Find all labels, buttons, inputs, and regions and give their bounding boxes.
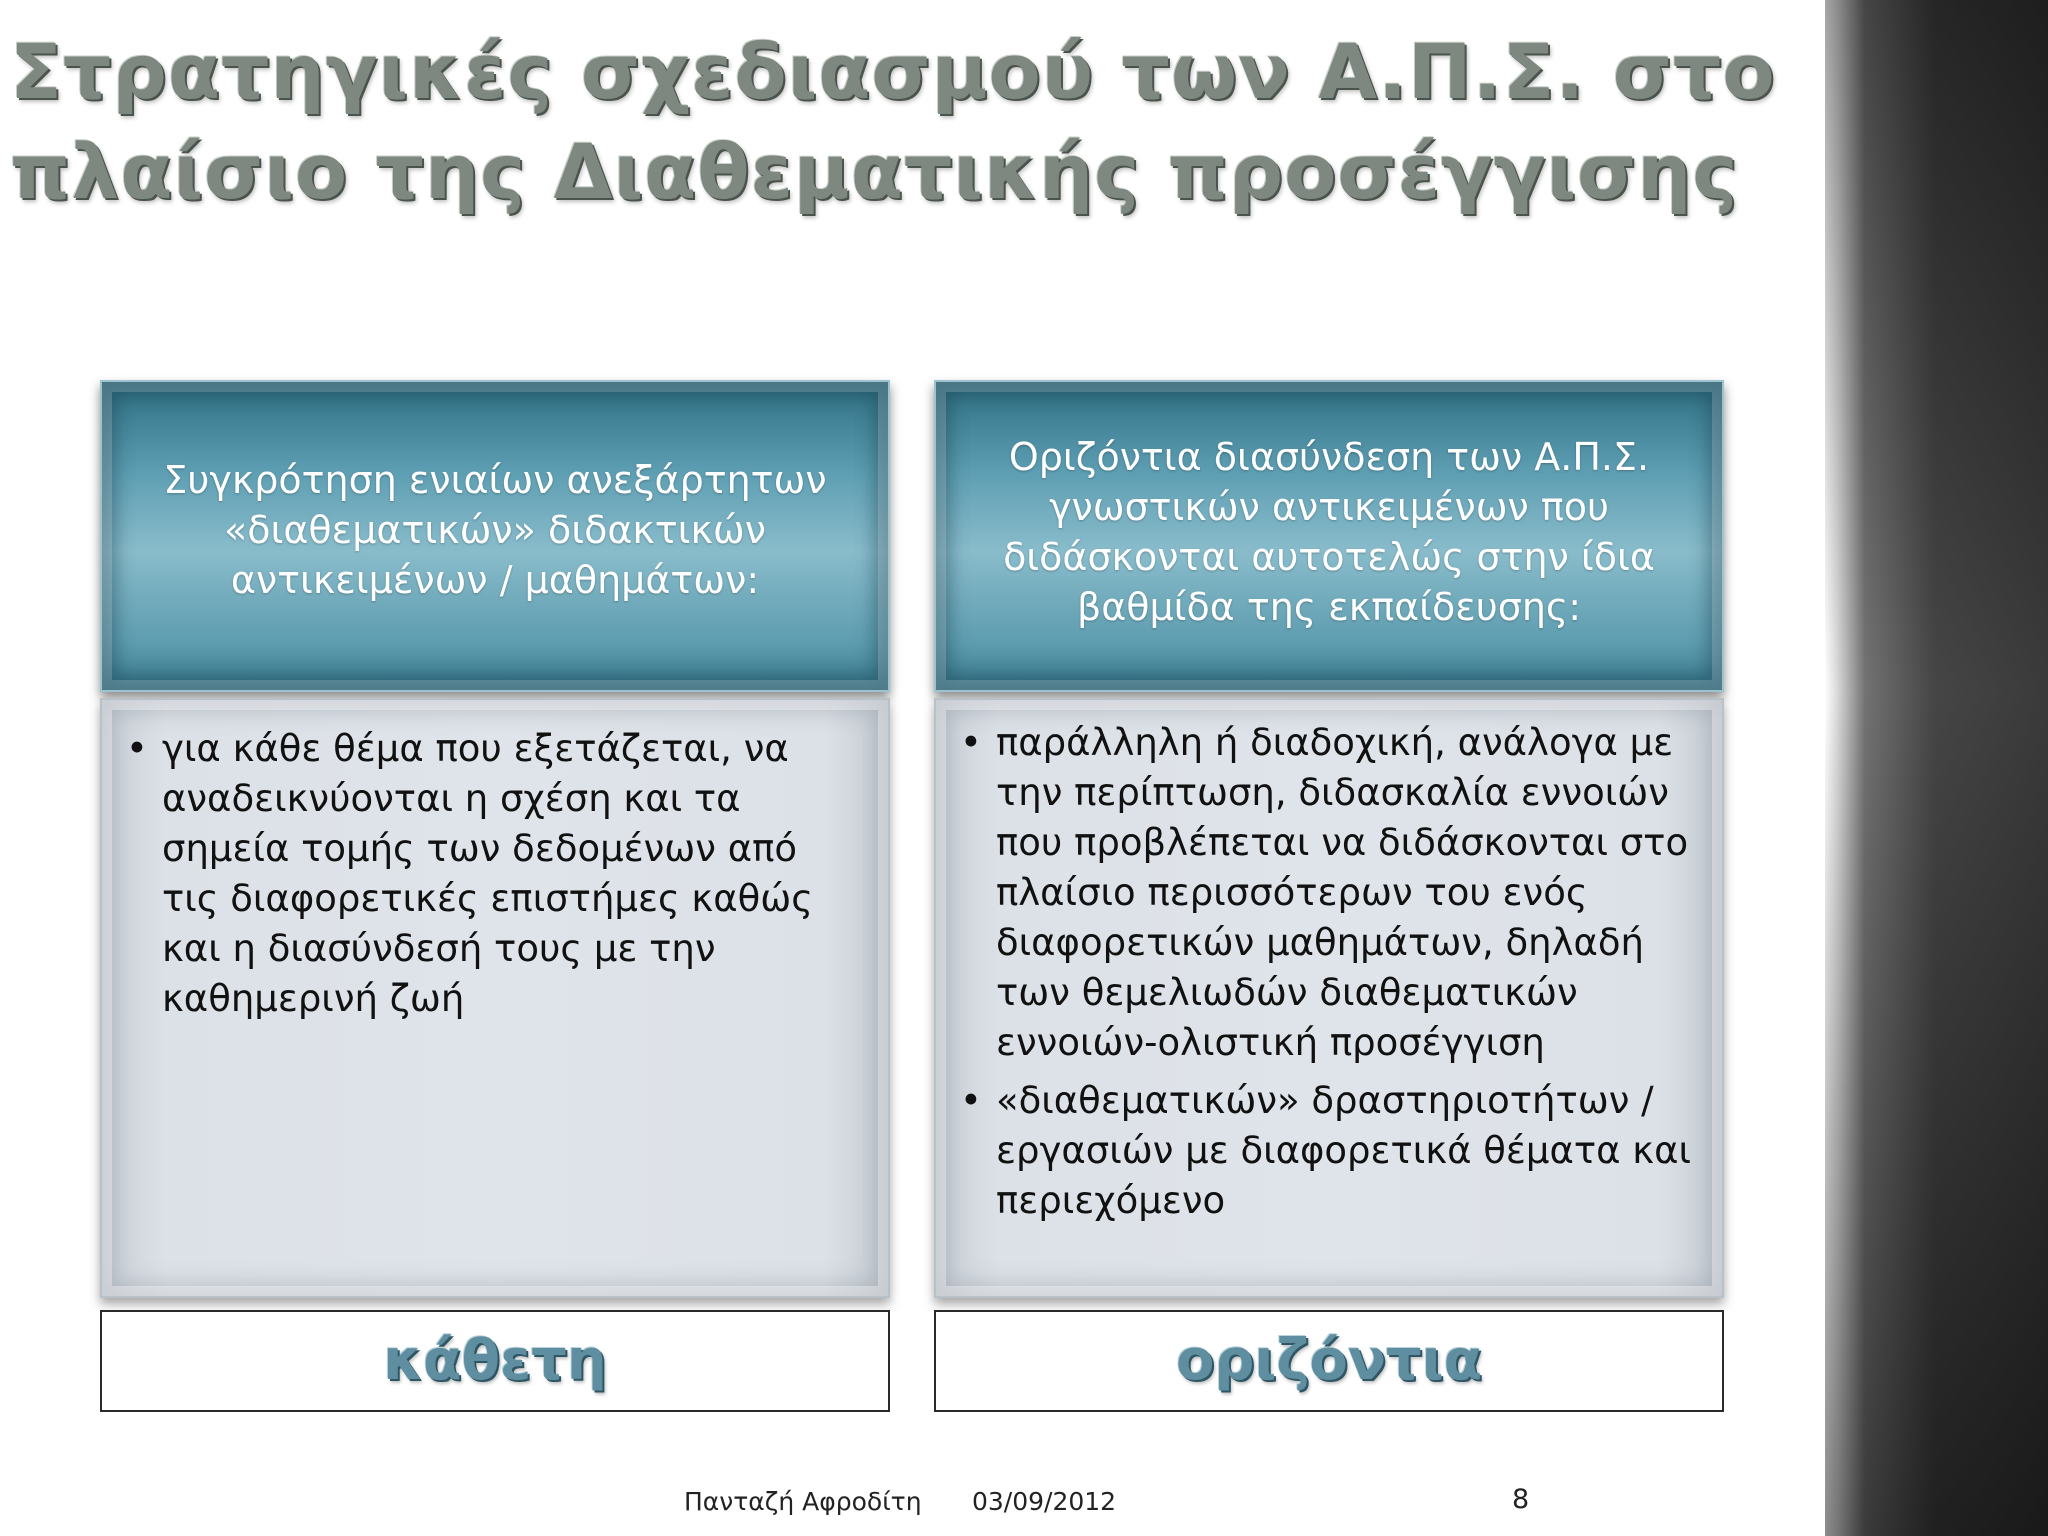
list-item [958,718,1698,1068]
column-label-box [100,1310,890,1412]
bullet-list [958,718,1698,1226]
column-heading: Συγκρότηση ενιαίων ανεξάρτητων «διαθεματικών» διδακτικών αντικειμένων / μαθημάτων: [163,458,827,602]
bullet-text: «διαθεματικών» δραστηριοτήτων / εργασιών με διαφορετικά θέματα και περιεχόμενο [996,1079,1691,1222]
list-item [124,724,864,1024]
footer-date: 03/09/2012 [972,1487,1117,1516]
column-label: οριζόντια [1175,1328,1483,1393]
column-label-box [934,1310,1724,1412]
bullet-text: παράλληλη ή διαδοχική, ανάλογα με την περίπτωση, διδασκαλία εννοιών που προβλέπεται να διδάσκονται στο πλαίσιο περισσότερων του ενός διαφορετικών μαθημάτων, δηλαδή των θεμελιωδών διαθεματικών εννοιών-ολιστική προσέγγιση [996,721,1689,1064]
column-body-box [100,698,890,1298]
column-horizontal [934,380,1724,1412]
column-vertical [100,380,890,1412]
bullet-icon: • [960,1079,982,1122]
slide-title: Στρατηγικές σχεδιασμού των Α.Π.Σ. στο πλαίσιο της Διαθεματικής προσέγγισης [10,27,1776,216]
column-heading-box [100,380,890,692]
bullet-icon: • [960,721,982,764]
column-body-box [934,698,1724,1298]
side-decoration-band [1825,0,2048,1536]
list-item [958,1076,1698,1226]
bullet-icon: • [126,727,148,770]
page-number: 8 [1512,1484,1530,1515]
column-heading-box [934,380,1724,692]
bullet-list [124,724,864,1024]
bullet-text: για κάθε θέμα που εξετάζεται, να αναδεικνύονται η σχέση και τα σημεία τομής των δεδομένων από τις διαφορετικές επιστήμες καθώς και η διασύνδεσή τους με την καθημερινή ζωή [162,727,813,1020]
footer-author: Πανταζή Αφροδίτη [684,1487,922,1516]
column-heading: Οριζόντια διασύνδεση των Α.Π.Σ. γνωστικών αντικειμένων που διδάσκονται αυτοτελώς στην ίδια βαθμίδα της εκπαίδευσης: [1003,435,1655,629]
column-label: κάθετη [383,1328,607,1393]
